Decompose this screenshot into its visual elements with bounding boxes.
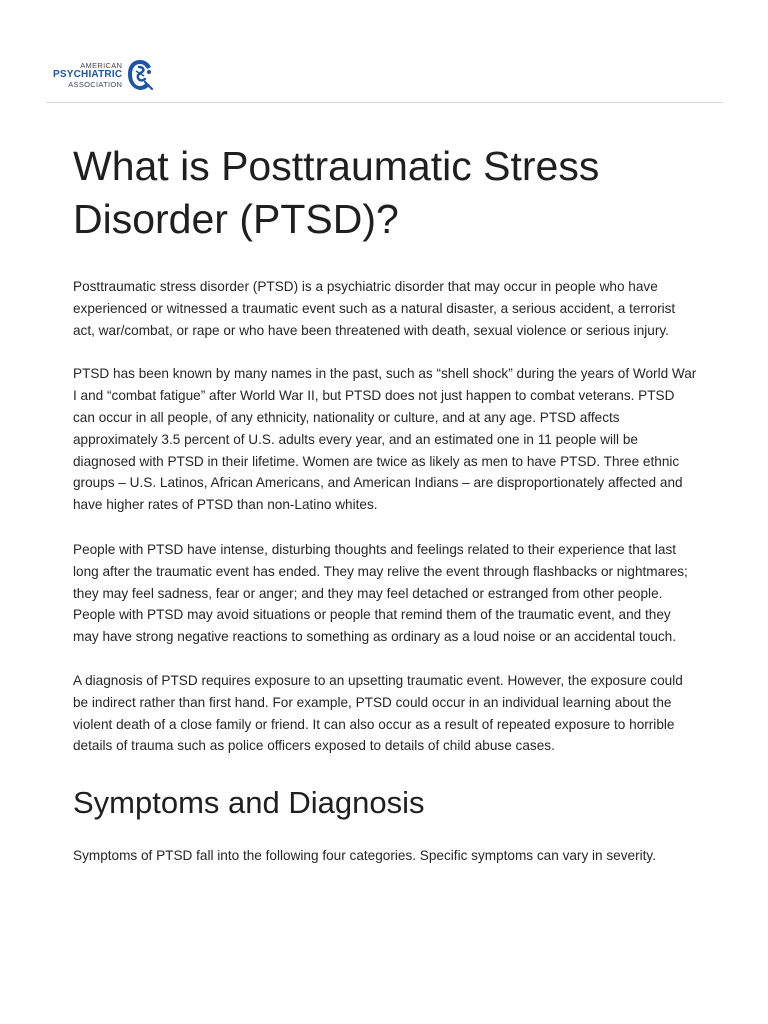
paragraph-diagnosis: A diagnosis of PTSD requires exposure to an upsetting traumatic event. However, the exposure could be indirect rather than first hand. For example, PTSD could occur in an individual learning about the violent death of a close family or friend. It can also occur as a result of repeated exposure to horrible details of trauma such as police officers exposed to details of child abuse cases. <box>73 672 683 754</box>
paragraph-history: PTSD has been known by many names in the past, such as “shell shock” during the years of World War I and “combat fatigue” after World War II, but PTSD does not just happen to combat veterans. PTSD can occur in all people, of any ethnicity, nationality or culture, and at any age. PTSD affects approximately 3.5 percent of U.S. adults every year, and an estimated one in 11 people will be diagnosed with PTSD in their lifetime. Women are twice as likely as men to have PTSD. Three ethnic groups – U.S. Latinos, African Americans, and American Indians – are disproportionately affected and have higher rates of PTSD than non-Latino whites. <box>73 366 697 513</box>
article-content <box>73 140 697 867</box>
paragraph-symptoms-intro: Symptoms of PTSD fall into the following four categories. Specific symptoms can vary in severity. <box>73 848 656 864</box>
section-heading-symptoms: Symptoms and Diagnosis <box>73 785 425 821</box>
apa-logo[interactable] <box>53 58 155 92</box>
page-title: What is Posttraumatic Stress Disorder (PTSD)? <box>73 143 600 242</box>
apa-seal-icon <box>125 58 155 92</box>
logo-line-american: AMERICAN <box>80 60 123 70</box>
paragraph-experience: People with PTSD have intense, disturbing thoughts and feelings related to their experience that last long after the traumatic event has ended. They may relive the event through flashbacks or nightmares; they may feel sadness, fear or anger; and they may feel detached or estranged from other people. People with PTSD may avoid situations or people that remind them of the traumatic event, and they may have strong negative reactions to something as ordinary as a loud noise or an accidental touch. <box>73 541 688 645</box>
logo-line-association: ASSOCIATION <box>68 80 123 89</box>
page-header <box>46 0 723 103</box>
paragraph-definition: Posttraumatic stress disorder (PTSD) is a psychiatric disorder that may occur in people who have experienced or witnessed a traumatic event such as a natural disaster, a serious accident, a terrorist act, war/combat, or rape or who have been threatened with death, sexual violence or serious injury. <box>73 279 676 338</box>
logo-line-psychiatric: PSYCHIATRIC <box>53 69 123 80</box>
logo-wordmark <box>53 62 122 89</box>
